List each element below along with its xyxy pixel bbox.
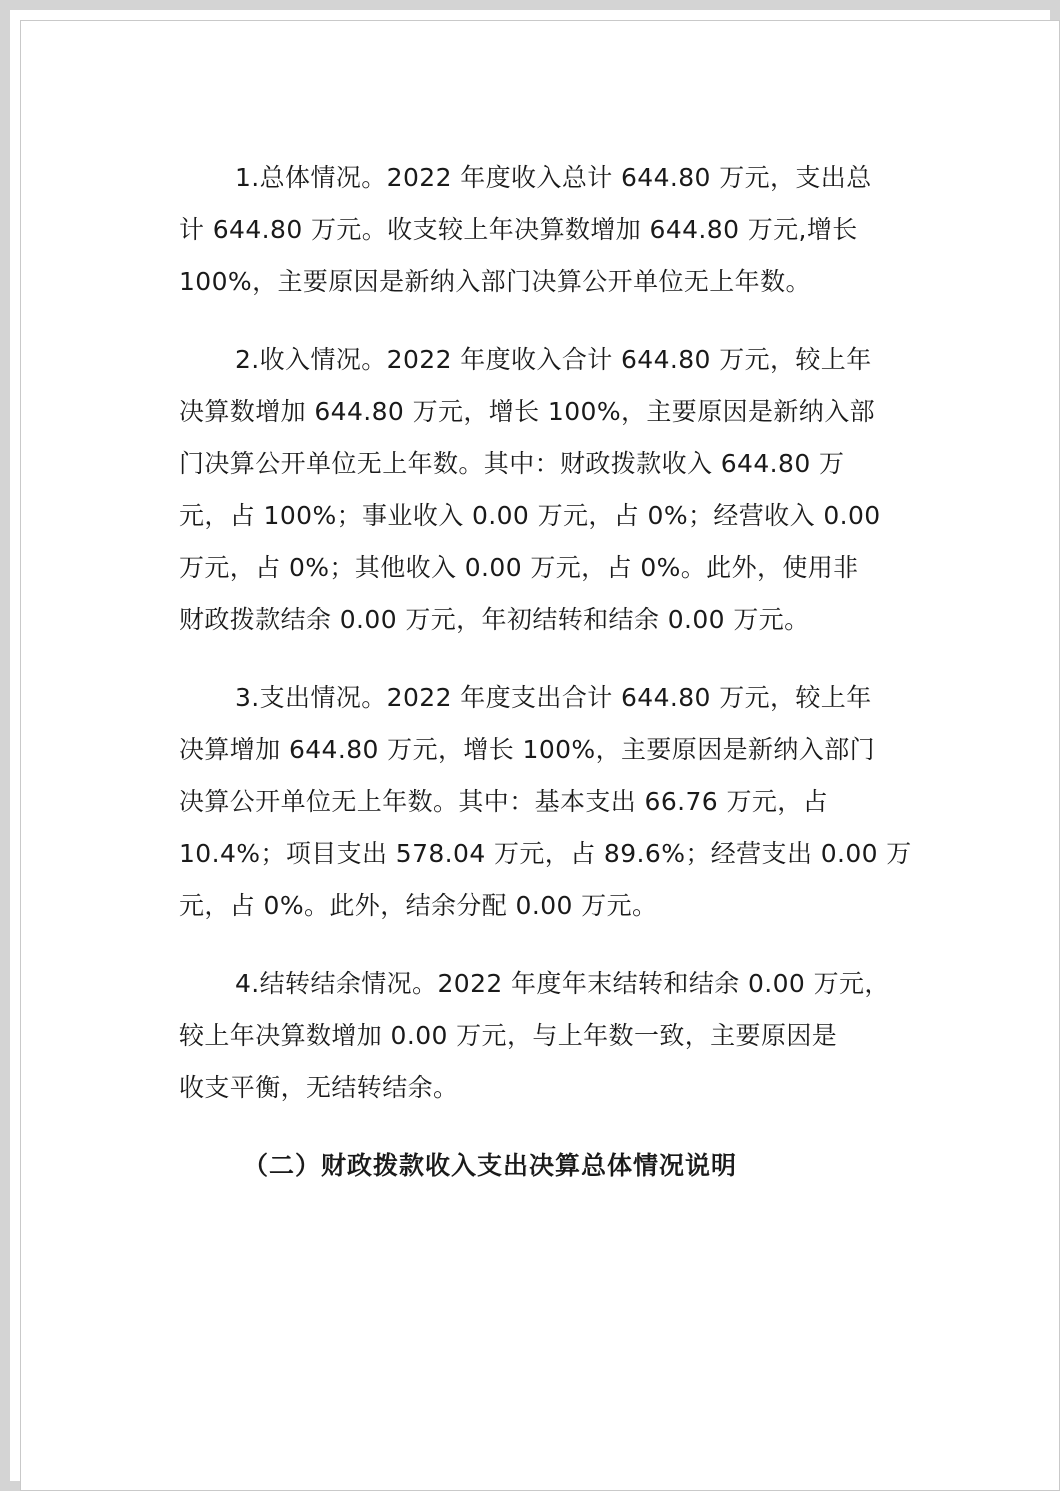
paragraph-1-line-3: 100%，主要原因是新纳入部门决算公开单位无上年数。 (179, 267, 811, 296)
paragraph-1-line-2: 计 644.80 万元。收支较上年决算数增加 644.80 万元,增长 (179, 215, 858, 244)
paragraph-4-line-3: 收支平衡，无结转结余。 (179, 1073, 459, 1102)
paragraph-1-line-1: 1.总体情况。2022 年度收入总计 644.80 万元，支出总 (235, 163, 872, 192)
document-page (20, 20, 1060, 1491)
paragraph-4-line-1: 4.结转结余情况。2022 年度年末结转和结余 0.00 万元， (235, 969, 890, 998)
paragraph-2-line-2: 决算数增加 644.80 万元，增长 100%，主要原因是新纳入部 (179, 397, 875, 426)
section-heading: （二）财政拨款收入支出决算总体情况说明 (243, 1151, 738, 1180)
paragraph-2-line-1: 2.收入情况。2022 年度收入合计 644.80 万元，较上年 (235, 345, 872, 374)
paragraph-4-line-2: 较上年决算数增加 0.00 万元，与上年数一致，主要原因是 (179, 1021, 838, 1050)
paragraph-3-line-1: 3.支出情况。2022 年度支出合计 644.80 万元，较上年 (235, 683, 872, 712)
paragraph-2-line-3: 门决算公开单位无上年数。其中：财政拨款收入 644.80 万 (179, 449, 845, 478)
paragraph-3-line-2: 决算增加 644.80 万元，增长 100%，主要原因是新纳入部门 (179, 735, 875, 764)
paragraph-3-line-5: 元，占 0%。此外，结余分配 0.00 万元。 (179, 891, 658, 920)
paragraph-3-line-4: 10.4%；项目支出 578.04 万元，占 89.6%；经营支出 0.00 万 (179, 839, 912, 868)
paragraph-2-line-5: 万元，占 0%；其他收入 0.00 万元，占 0%。此外，使用非 (179, 553, 859, 582)
paragraph-2-line-4: 元，占 100%；事业收入 0.00 万元，占 0%；经营收入 0.00 (179, 501, 881, 530)
paragraph-2-line-6: 财政拨款结余 0.00 万元，年初结转和结余 0.00 万元。 (179, 605, 810, 634)
paragraph-3-line-3: 决算公开单位无上年数。其中：基本支出 66.76 万元，占 (179, 787, 829, 816)
